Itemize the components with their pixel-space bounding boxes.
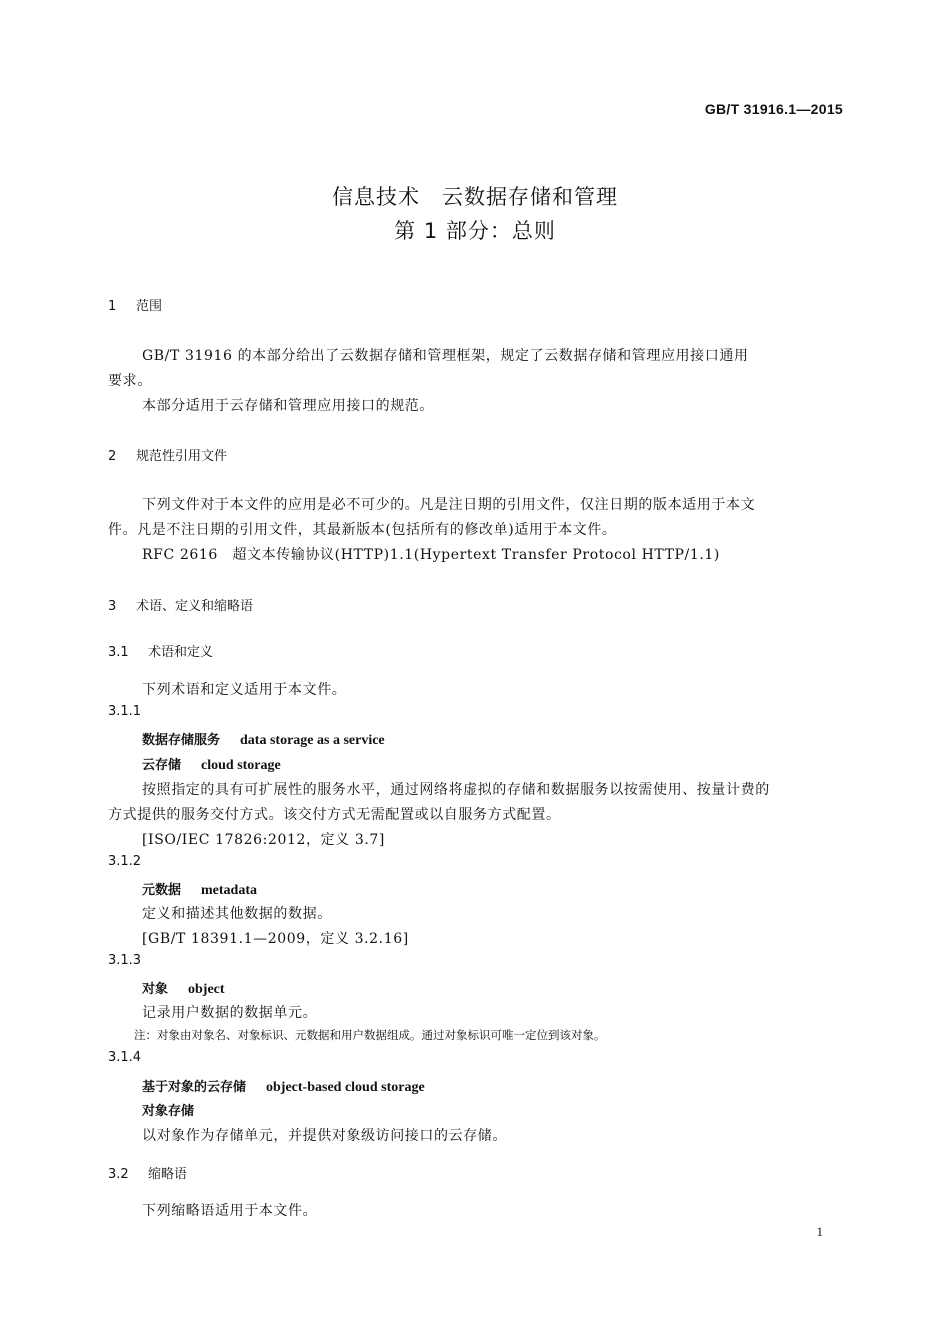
section-title: 缩略语 — [148, 1167, 188, 1182]
section-1-paragraph-2: 本部分适用于云存储和管理应用接口的规范。 — [142, 398, 434, 414]
term-3-1-1-preferred — [142, 729, 385, 749]
term-3-1-1-definition-line-2: 方式提供的服务交付方式。该交付方式无需配置或以自服务方式配置。 — [108, 807, 561, 823]
section-3-1-intro: 下列术语和定义适用于本文件。 — [142, 682, 347, 698]
section-number: 3.1 — [108, 645, 129, 660]
section-3-1-heading — [108, 641, 213, 660]
term-chinese: 数据存储服务 — [142, 733, 221, 748]
section-3-heading — [108, 595, 253, 614]
document-title: 信息技术 云数据存储和管理 — [332, 185, 618, 209]
section-1-paragraph-1-line-2: 要求。 — [108, 373, 152, 389]
term-chinese: 基于对象的云存储 — [142, 1080, 247, 1095]
term-3-1-2-preferred — [142, 879, 257, 899]
section-number: 3 — [108, 599, 117, 614]
term-english: object — [188, 982, 225, 997]
section-2-paragraph-line-2: 件。凡是不注日期的引用文件，其最新版本(包括所有的修改单)适用于本文件。 — [108, 522, 617, 538]
section-3-2-heading — [108, 1163, 187, 1182]
section-title: 术语、定义和缩略语 — [136, 599, 254, 614]
document-subtitle: 第 1 部分：总则 — [394, 219, 556, 243]
section-2-paragraph-line-1: 下列文件对于本文件的应用是必不可少的。凡是注日期的引用文件，仅注日期的版本适用于本文 — [142, 497, 756, 513]
term-chinese: 元数据 — [142, 883, 182, 898]
term-3-1-2-source: [GB/T 18391.1—2009，定义 3.2.16] — [142, 931, 409, 947]
standard-number: GB/T 31916.1—2015 — [704, 101, 843, 117]
term-3-1-4-definition: 以对象作为存储单元，并提供对象级访问接口的云存储。 — [142, 1128, 507, 1144]
section-number: 1 — [108, 299, 117, 314]
term-3-1-3-number: 3.1.3 — [108, 953, 142, 968]
term-3-1-2-definition: 定义和描述其他数据的数据。 — [142, 906, 332, 922]
section-1-heading — [108, 295, 162, 314]
term-english: object-based cloud storage — [266, 1080, 425, 1095]
term-english: cloud storage — [201, 758, 281, 773]
term-3-1-1-source: [ISO/IEC 17826:2012，定义 3.7] — [142, 832, 385, 848]
section-title: 范围 — [136, 299, 163, 314]
term-3-1-2-number: 3.1.2 — [108, 854, 142, 869]
term-chinese: 云存储 — [142, 758, 182, 773]
section-number: 2 — [108, 449, 117, 464]
section-1-paragraph-1-line-1: GB/T 31916 的本部分给出了云数据存储和管理框架，规定了云数据存储和管理应用接口通用 — [142, 348, 749, 364]
section-2-heading — [108, 445, 227, 464]
page-number: 1 — [816, 1224, 823, 1239]
term-3-1-4-admitted: 对象存储 — [142, 1104, 195, 1119]
term-3-1-1-number: 3.1.1 — [108, 704, 142, 719]
section-3-2-intro: 下列缩略语适用于本文件。 — [142, 1203, 318, 1219]
section-number: 3.2 — [108, 1167, 129, 1182]
term-3-1-4-preferred — [142, 1076, 425, 1096]
term-3-1-3-preferred — [142, 978, 225, 998]
term-english: metadata — [201, 883, 258, 898]
term-3-1-4-number: 3.1.4 — [108, 1050, 142, 1065]
section-title: 规范性引用文件 — [136, 449, 228, 464]
term-3-1-1-admitted — [142, 754, 281, 774]
term-chinese: 对象 — [142, 982, 169, 997]
term-3-1-3-note: 注：对象由对象名、对象标识、元数据和用户数据组成。通过对象标识可唯一定位到该对象。 — [134, 1028, 606, 1042]
section-title: 术语和定义 — [148, 645, 214, 660]
term-3-1-1-definition-line-1: 按照指定的具有可扩展性的服务水平，通过网络将虚拟的存储和数据服务以按需使用、按量计费的 — [142, 782, 770, 798]
term-english: data storage as a service — [240, 733, 385, 748]
normative-reference: RFC 2616 超文本传输协议(HTTP)1.1(Hypertext Transfer Protocol HTTP/1.1) — [142, 547, 720, 563]
term-3-1-3-definition: 记录用户数据的数据单元。 — [142, 1005, 318, 1021]
